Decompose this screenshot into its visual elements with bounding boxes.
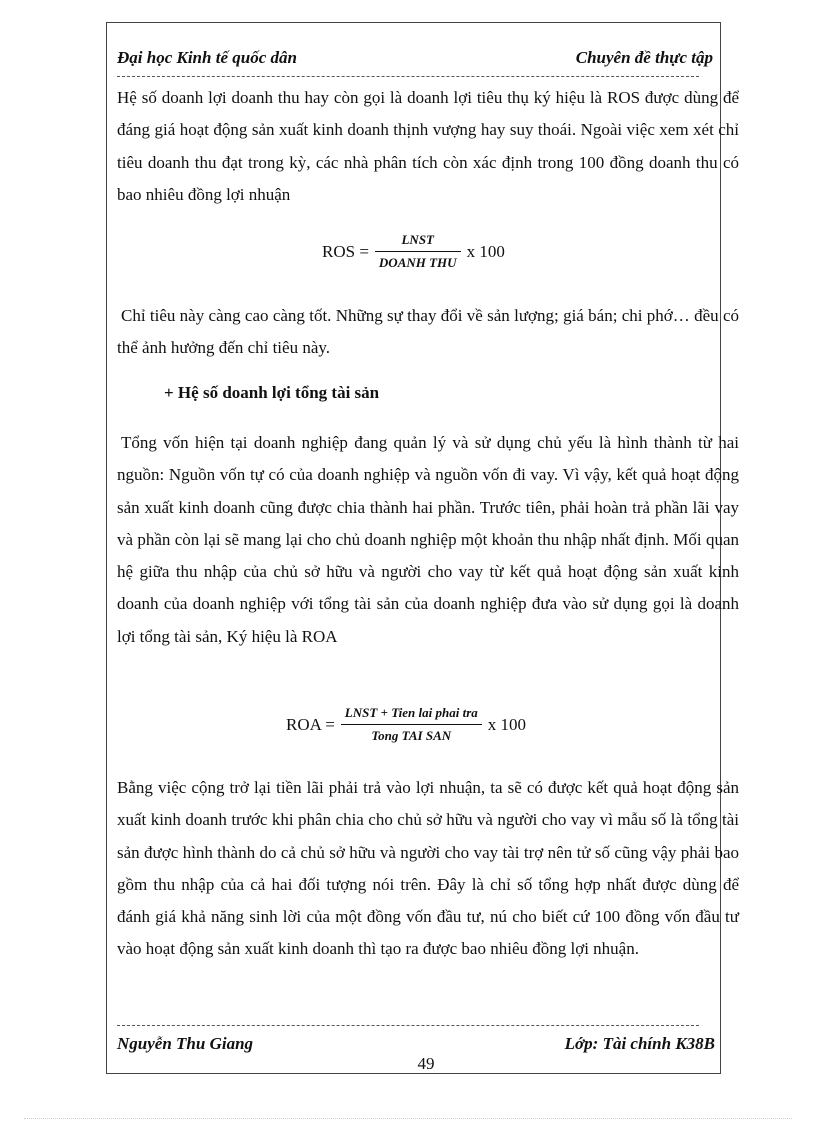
paragraph-roa-definition [117,427,739,653]
formula-roa-denominator: Tong TAI SAN [371,728,452,743]
page-number: 49 [417,1054,435,1073]
paragraph-text: Tổng vốn hiện tại doanh nghiệp đang quản lý và sử dụng chủ yếu là hình thành từ hai nguồn: Nguồn vốn tự có của doanh nghiệp và nguồn vốn đi vay. Vì vậy, kết quả hoạt động sản xuất kinh doanh cũng được chia thành hai phần. Trước tiên, phải hoàn trả phần lãi vay và phần còn lại sẽ mang lại cho chủ doanh nghiệp một khoản thu nhập nhất định. Mối quan hệ giữa thu nhập của chủ sở hữu và người cho vay từ kết quả hoạt động sản xuất kinh doanh của doanh nghiệp với tổng tài sản của doanh nghiệp đưa vào sử dụng gọi là doanh lợi tổng tài sản, Ký hiệu là ROA [117,433,739,646]
formula-ros-multiplier: x 100 [466,241,505,261]
paragraph-text: Hệ số doanh lợi doanh thu hay còn gọi là doanh lợi tiêu thụ ký hiệu là ROS được dùng để đáng giá hoạt động sản xuất kinh doanh thịnh vượng hay suy thoái. Ngoài việc xem xét chỉ tiêu doanh thu đạt trong kỳ, các nhà phân tích còn xác định trong 100 đồng doanh thu có bao nhiêu đồng lợi nhuận [117,88,739,204]
footer-author: Nguyễn Thu Giang [117,1034,254,1053]
formula-roa-lhs: ROA = [286,714,335,734]
paragraph-roa-explanation [117,772,739,966]
header-divider [117,76,699,77]
formula-roa-fraction [341,705,482,744]
formula-ros [322,232,505,271]
footer-divider [117,1025,699,1026]
formula-ros-lhs: ROS = [322,241,369,261]
header-university: Đại học Kinh tế quốc dân [117,48,297,67]
subheading-roa: + Hệ số doanh lợi tổng tài sản [164,383,380,402]
page-header [117,46,713,70]
footer-class: Lớp: Tài chính K38B [564,1034,715,1053]
formula-roa-multiplier: x 100 [487,714,527,734]
formula-ros-numerator: LNST [401,232,434,247]
formula-roa [286,705,526,744]
formula-ros-denominator: DOANH THU [378,255,457,270]
header-report-type: Chuyên đề thực tập [575,48,713,67]
formula-ros-fraction [375,232,461,271]
formula-roa-numerator: LNST + Tien lai phai tra [344,705,478,720]
paragraph-ros-note [117,300,739,365]
paragraph-ros-definition [117,82,739,211]
bottom-divider [24,1118,792,1119]
paragraph-text: Chỉ tiêu này càng cao càng tốt. Những sự thay đổi về sản lượng; giá bán; chi phớ… đều có thể ảnh hưởng đến chỉ tiêu này. [117,306,739,358]
paragraph-text: Bằng việc cộng trở lại tiền lãi phải trả vào lợi nhuận, ta sẽ có được kết quả hoạt động sản xuất kinh doanh trước khi phân chia cho chủ sở hữu và người cho vay vì mẫu số là tổng tài sản được hình thành do cả chủ sở hữu và người cho vay tài trợ nên tử số cũng vậy phải bao gồm thu nhập của cả hai đối tượng nói trên. Đây là chỉ số tổng hợp nhất được dùng để đánh giá khả năng sinh lời của một đồng vốn đầu tư, nú cho biết cứ 100 đồng vốn đầu tư vào hoạt động sản xuất kinh doanh thì tạo ra được bao nhiêu đồng lợi nhuận. [117,778,739,959]
